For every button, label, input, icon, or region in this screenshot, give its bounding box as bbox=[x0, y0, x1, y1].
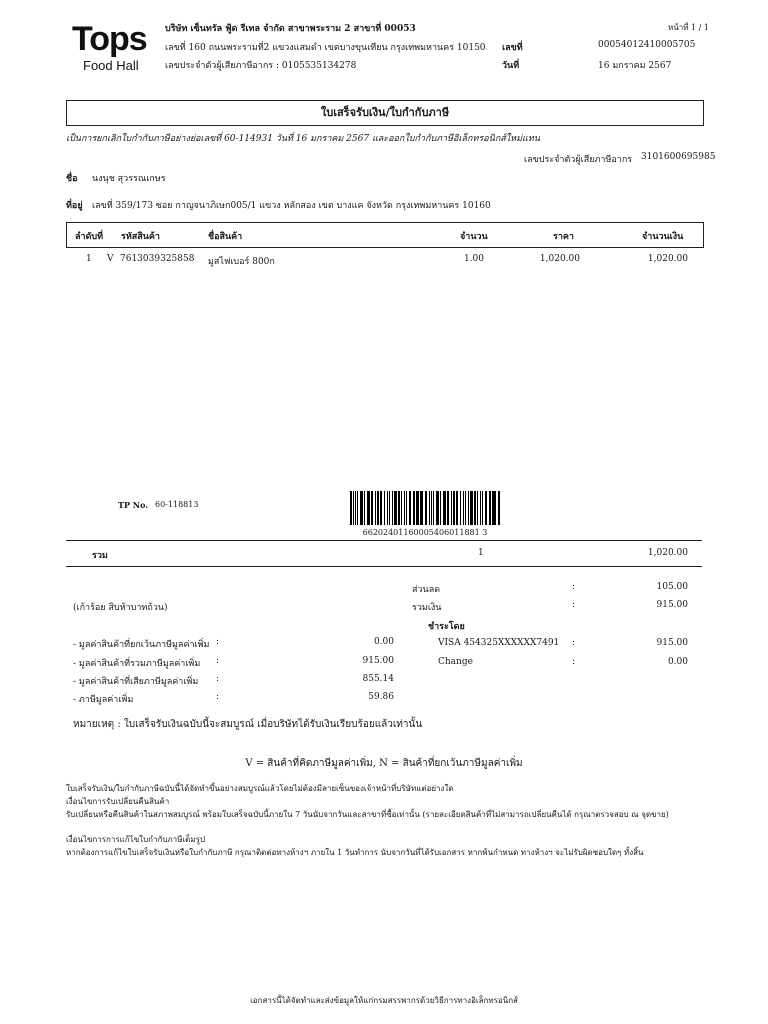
company-name: บริษัท เซ็นทรัล ฟู้ด รีเทล จำกัด สาขาพระราม 2 สาขาที่ 00053 bbox=[165, 24, 416, 34]
divider bbox=[66, 540, 702, 541]
barcode-bar bbox=[440, 491, 441, 525]
vat-amount-value: 59.86 bbox=[368, 692, 394, 702]
vat-included-value: 915.00 bbox=[362, 656, 394, 666]
note-p5: หากต้องการแก้ไขใบเสร็จรับเงินหรือใบกำกับภาษี กรุณาติดต่อทางห้างฯ ภายใน 1 วันทำการ นับจากวันที่ได้รับเอกสาร หากพ้นกำหนด ทางห้างฯ จะไม่รับผิดชอบใดๆ ทั้งสิ้น bbox=[66, 848, 644, 857]
cancel-note: เป็นการยกเลิกใบกำกับภาษีอย่างย่อเลขที่ 60-114931 วันที่ 16 มกราคม 2567 และออกใบกำกับภาษีอิเล็กทรอนิกส์ใหม่แทน bbox=[66, 134, 540, 144]
barcode-bar bbox=[495, 491, 496, 525]
barcode-bar bbox=[498, 491, 500, 525]
col-amount: จำนวนเงิน bbox=[642, 232, 684, 242]
barcode-bar bbox=[485, 491, 487, 525]
page-number: หน้าที่ 1 / 1 bbox=[668, 23, 710, 32]
barcode-bar bbox=[429, 491, 430, 525]
customer-name-label: ชื่อ bbox=[66, 174, 78, 184]
barcode-bar bbox=[433, 491, 434, 525]
colon: : bbox=[572, 638, 576, 648]
barcode-bar bbox=[482, 491, 483, 525]
note-p4: เงื่อนไขการการแก้ไขใบกำกับภาษีเต็มรูป bbox=[66, 835, 206, 844]
barcode-bar bbox=[357, 491, 358, 525]
barcode-bar bbox=[489, 491, 491, 525]
doc-date: 16 มกราคม 2567 bbox=[598, 61, 672, 71]
barcode-bar bbox=[443, 491, 446, 525]
col-qty: จำนวน bbox=[460, 232, 488, 242]
doc-no-label: เลขที่ bbox=[502, 43, 523, 53]
barcode-bar bbox=[360, 491, 363, 525]
barcode-bar bbox=[364, 491, 365, 525]
col-code: รหัสสินค้า bbox=[121, 232, 160, 242]
vat-exempt-label: - มูลค่าสินค้าที่ยกเว้นภาษีมูลค่าเพิ่ม bbox=[73, 640, 210, 650]
barcode-bar bbox=[389, 491, 390, 525]
barcode-bar bbox=[416, 491, 419, 525]
row-flag: V bbox=[107, 254, 114, 264]
barcode-bar bbox=[409, 491, 411, 525]
tp-value: 60-118813 bbox=[155, 500, 199, 509]
col-name: ชื่อสินค้า bbox=[208, 232, 243, 242]
customer-tax-id: 3101600695985 bbox=[641, 152, 716, 162]
doc-no: 00054012410005705 bbox=[598, 40, 696, 50]
barcode-bar bbox=[384, 491, 385, 525]
col-no: ลำดับที่ bbox=[75, 232, 104, 242]
vat-exempt-value: 0.00 bbox=[373, 637, 394, 647]
vat-legend: V = สินค้าที่คิดภาษีมูลค่าเพิ่ม, N = สินค้าที่ยกเว้นภาษีมูลค่าเพิ่ม bbox=[245, 758, 523, 769]
barcode-bar bbox=[456, 491, 458, 525]
net-value: 915.00 bbox=[656, 600, 688, 610]
tp-label: TP No. bbox=[118, 500, 149, 510]
amount-in-words: (เก้าร้อย สิบห้าบาทถ้วน) bbox=[73, 603, 168, 613]
paid-by-label: ชำระโดย bbox=[428, 622, 465, 632]
barcode-bar bbox=[404, 491, 405, 525]
discount-label: ส่วนลด bbox=[412, 585, 441, 595]
barcode-bar bbox=[480, 491, 481, 525]
barcode-number: 66202401160005406011881 3 bbox=[362, 528, 488, 537]
divider bbox=[66, 566, 702, 567]
change-label: Change bbox=[438, 657, 473, 667]
colon: : bbox=[572, 600, 576, 610]
barcode-bar bbox=[474, 491, 476, 525]
colon: : bbox=[216, 674, 220, 684]
barcode-bar bbox=[420, 491, 423, 525]
customer-name: นงนุช สุวรรณเกษร bbox=[92, 174, 166, 184]
table-header bbox=[66, 222, 704, 248]
barcode-bar bbox=[387, 491, 388, 525]
customer-tax-label: เลขประจำตัวผู้เสียภาษีอากร bbox=[524, 155, 633, 165]
row-name: มูสไฟเบอร์ 800ก bbox=[208, 257, 275, 267]
remark: หมายเหตุ : ใบเสร็จรับเงินฉบับนี้จะสมบูรณ์ เมื่อบริษัทได้รับเงินเรียบร้อยแล้วเท่านั้น bbox=[73, 719, 423, 730]
net-label: รวมเงิน bbox=[412, 603, 442, 613]
barcode-bar bbox=[401, 491, 402, 525]
barcode-bar bbox=[367, 491, 370, 525]
barcode-bar bbox=[406, 491, 407, 525]
total-label: รวม bbox=[92, 551, 108, 561]
colon: : bbox=[216, 692, 220, 702]
barcode-bar bbox=[380, 491, 382, 525]
barcode-bar bbox=[460, 491, 461, 525]
vat-amount-label: - ภาษีมูลค่าเพิ่ม bbox=[73, 695, 134, 705]
barcode-bar bbox=[453, 491, 455, 525]
barcode-bar bbox=[425, 491, 427, 525]
company-tax-id: เลขประจำตัวผู้เสียภาษีอากร : 0105535134278 bbox=[165, 61, 357, 71]
customer-address-label: ที่อยู่ bbox=[66, 201, 83, 211]
colon: : bbox=[216, 656, 220, 666]
logo-tops: Tops bbox=[72, 20, 147, 58]
barcode-bar bbox=[350, 491, 352, 525]
barcode-bar bbox=[413, 491, 415, 525]
row-price: 1,020.00 bbox=[539, 254, 580, 264]
barcode-bar bbox=[394, 491, 397, 525]
barcode-bar bbox=[463, 491, 464, 525]
document-title: ใบเสร็จรับเงิน/ใบกำกับภาษี bbox=[320, 106, 450, 119]
row-code: 7613039325858 bbox=[120, 254, 195, 264]
note-p1: ใบเสร็จรับเงิน/ใบกำกับภาษีฉบับนี้ได้จัดทำขึ้นอย่างสมบูรณ์แล้วโดยไม่ต้องมีลายเซ็นของเจ้าหน้าที่บริษัทแต่อย่างใด bbox=[66, 784, 454, 793]
barcode-bar bbox=[355, 491, 356, 525]
barcode-bar bbox=[375, 491, 376, 525]
logo-food-hall: Food Hall bbox=[83, 58, 139, 73]
vat-included-label: - มูลค่าสินค้าที่รวมภาษีมูลค่าเพิ่ม bbox=[73, 659, 201, 669]
barcode-bar bbox=[371, 491, 373, 525]
row-no: 1 bbox=[86, 254, 92, 264]
company-address: เลขที่ 160 ถนนพระรามที่2 แขวงแสมดำ เขตบางขุนเทียน กรุงเทพมหานคร 10150 bbox=[165, 43, 486, 53]
date-label: วันที่ bbox=[502, 61, 520, 71]
barcode bbox=[350, 491, 500, 525]
col-price: ราคา bbox=[553, 232, 574, 242]
footer-note: เอกสารนี้ได้จัดทำและส่งข้อมูลให้แก่กรมสรรพากรด้วยวิธีการทางอิเล็กทรอนิกส์ bbox=[250, 996, 518, 1005]
barcode-bar bbox=[436, 491, 439, 525]
barcode-bar bbox=[468, 491, 469, 525]
total-qty: 1 bbox=[478, 548, 484, 558]
note-p3: รับเปลี่ยนหรือคืนสินค้าในสภาพสมบูรณ์ พร้อมใบเสร็จฉบับนี้ภายใน 7 วันนับจากวันและสาขาที่ซื้อเท่านั้น (รายละเอียดสินค้าที่ไม่สามารถเปลี่ยนคืนได้ กรุณาตรวจสอบ ณ จุดขาย) bbox=[66, 810, 669, 819]
total-amount: 1,020.00 bbox=[647, 548, 688, 558]
colon: : bbox=[572, 582, 576, 592]
vat-base-value: 855.14 bbox=[362, 674, 394, 684]
colon: : bbox=[572, 657, 576, 667]
barcode-bar bbox=[465, 491, 466, 525]
barcode-bar bbox=[492, 491, 495, 525]
barcode-bar bbox=[377, 491, 379, 525]
change-value: 0.00 bbox=[667, 657, 688, 667]
barcode-bar bbox=[477, 491, 478, 525]
row-amount: 1,020.00 bbox=[647, 254, 688, 264]
colon: : bbox=[216, 637, 220, 647]
barcode-bar bbox=[470, 491, 473, 525]
customer-address: เลขที่ 359/173 ซอย กาญจนาภิเษก005/1 แขวง หลักสอง เขต บางแค จังหวัด กรุงเทพมหานคร 10160 bbox=[92, 201, 491, 211]
barcode-bar bbox=[451, 491, 452, 525]
note-p2: เงื่อนไขการรับเปลี่ยนคืนสินค้า bbox=[66, 797, 170, 806]
row-qty: 1.00 bbox=[463, 254, 484, 264]
vat-base-label: - มูลค่าสินค้าที่เสียภาษีมูลค่าเพิ่ม bbox=[73, 677, 199, 687]
discount-value: 105.00 bbox=[656, 582, 688, 592]
barcode-bar bbox=[398, 491, 400, 525]
barcode-bar bbox=[392, 491, 393, 525]
barcode-bar bbox=[447, 491, 449, 525]
payment-amount: 915.00 bbox=[656, 638, 688, 648]
payment-method: VISA 454325XXXXXX7491 bbox=[438, 638, 560, 648]
barcode-bar bbox=[431, 491, 432, 525]
title-box bbox=[66, 100, 704, 126]
barcode-bar bbox=[353, 491, 354, 525]
